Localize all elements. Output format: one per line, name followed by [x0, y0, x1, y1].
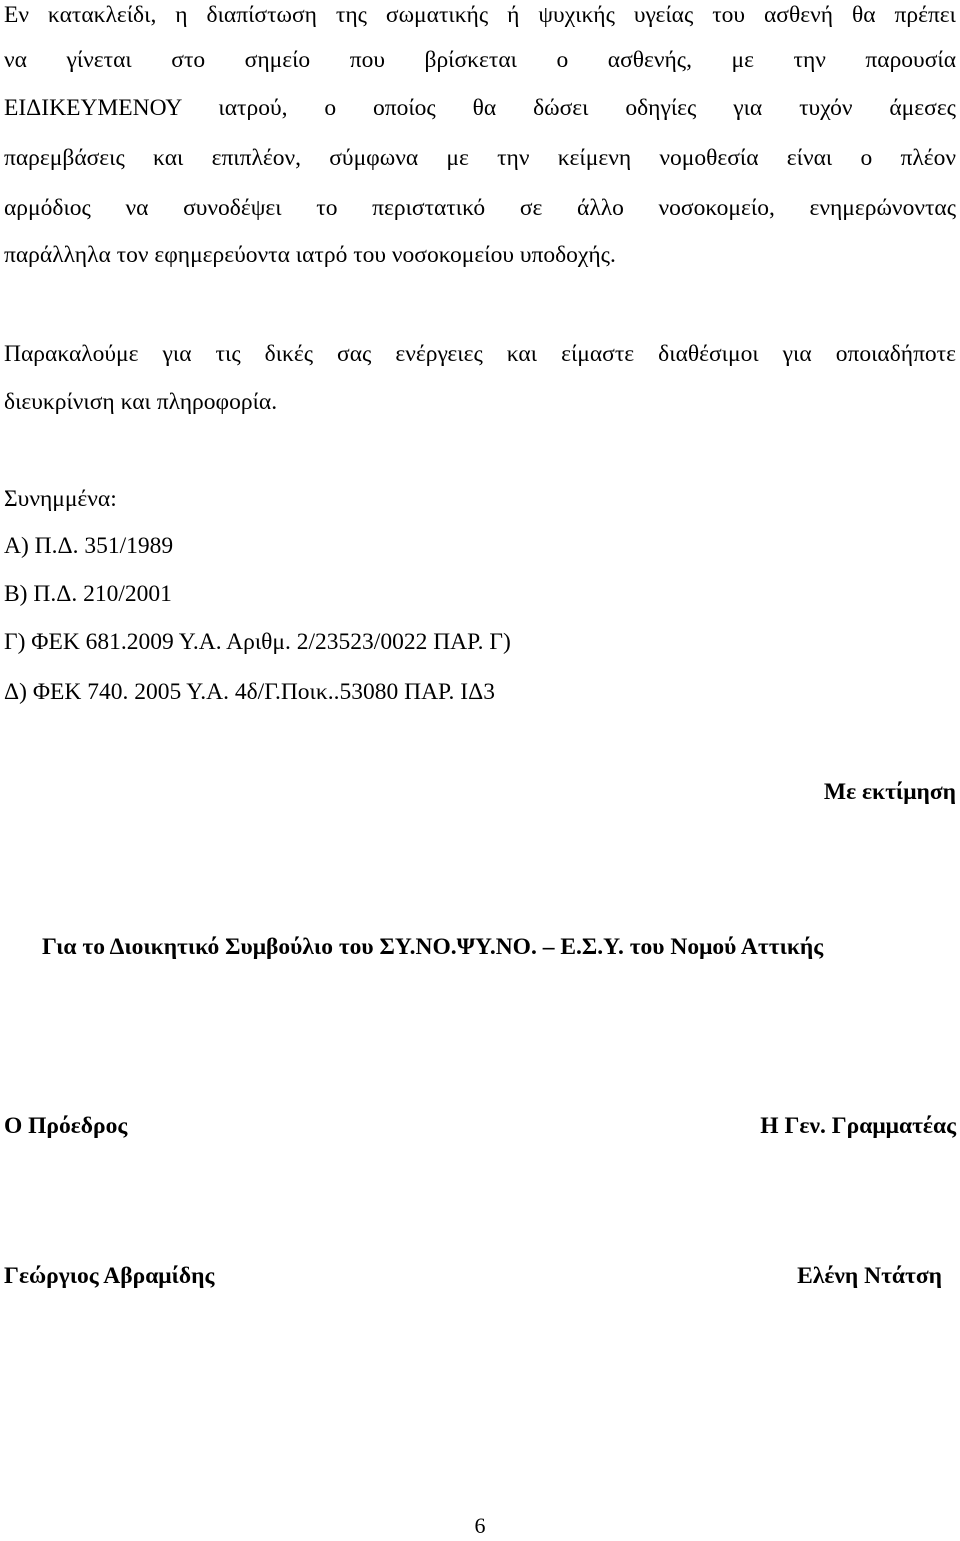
paragraph-2-line-1: Παρακαλούμε για τις δικές σας ενέργειες και είμαστε διαθέσιμοι για οποιαδήποτε	[4, 341, 956, 367]
paragraph-1-line-6: παράλληλα τον εφημερεύοντα ιατρό του νοσοκομείου υποδοχής.	[4, 242, 616, 268]
paragraph-2-line-2: διευκρίνιση και πληροφορία.	[4, 389, 278, 415]
paragraph-1-line-4: παρεμβάσεις και επιπλέον, σύμφωνα με την κείμενη νομοθεσία είναι ο πλέον	[4, 145, 956, 171]
page-number: 6	[474, 1513, 486, 1538]
on-behalf-of-board: Για το Διοικητικό Συμβούλιο του ΣΥ.ΝΟ.ΨΥ.ΝΟ. – Ε.Σ.Υ. του Νομού Αττικής	[42, 934, 824, 960]
attachment-item: Α) Π.Δ. 351/1989	[4, 533, 174, 559]
attachment-item: Γ) ΦΕΚ 681.2009 Υ.Α. Αριθμ. 2/23523/0022 ΠΑΡ. Γ)	[4, 629, 511, 655]
paragraph-1-line-3: ΕΙΔΙΚΕΥΜΕΝΟΥ ιατρού, ο οποίος θα δώσει οδηγίες για τυχόν άμεσες	[4, 95, 956, 121]
signature-right-name: Ελένη Ντάτση	[797, 1263, 942, 1289]
attachments-heading: Συνημμένα:	[4, 486, 117, 512]
paragraph-1-line-5: αρμόδιος να συνοδέψει το περιστατικό σε άλλο νοσοκομείο, ενημερώνοντας	[4, 195, 956, 221]
signature-right-title: Η Γεν. Γραμματέας	[760, 1113, 956, 1139]
signature-left-name: Γεώργιος Αβραμίδης	[4, 1263, 215, 1289]
closing-regards: Με εκτίμηση	[823, 779, 956, 805]
paragraph-1-line-1: Εν κατακλείδι, η διαπίστωση της σωματικής ή ψυχικής υγείας του ασθενή θα πρέπει	[4, 2, 956, 28]
attachment-item: Β) Π.Δ. 210/2001	[4, 581, 172, 607]
signature-left-title: Ο Πρόεδρος	[4, 1113, 128, 1139]
paragraph-1-line-2: να γίνεται στο σημείο που βρίσκεται ο ασθενής, με την παρουσία	[4, 47, 956, 73]
attachment-item: Δ) ΦΕΚ 740. 2005 Υ.Α. 4δ/Γ.Ποικ..53080 ΠΑΡ. ΙΔ3	[4, 679, 495, 705]
